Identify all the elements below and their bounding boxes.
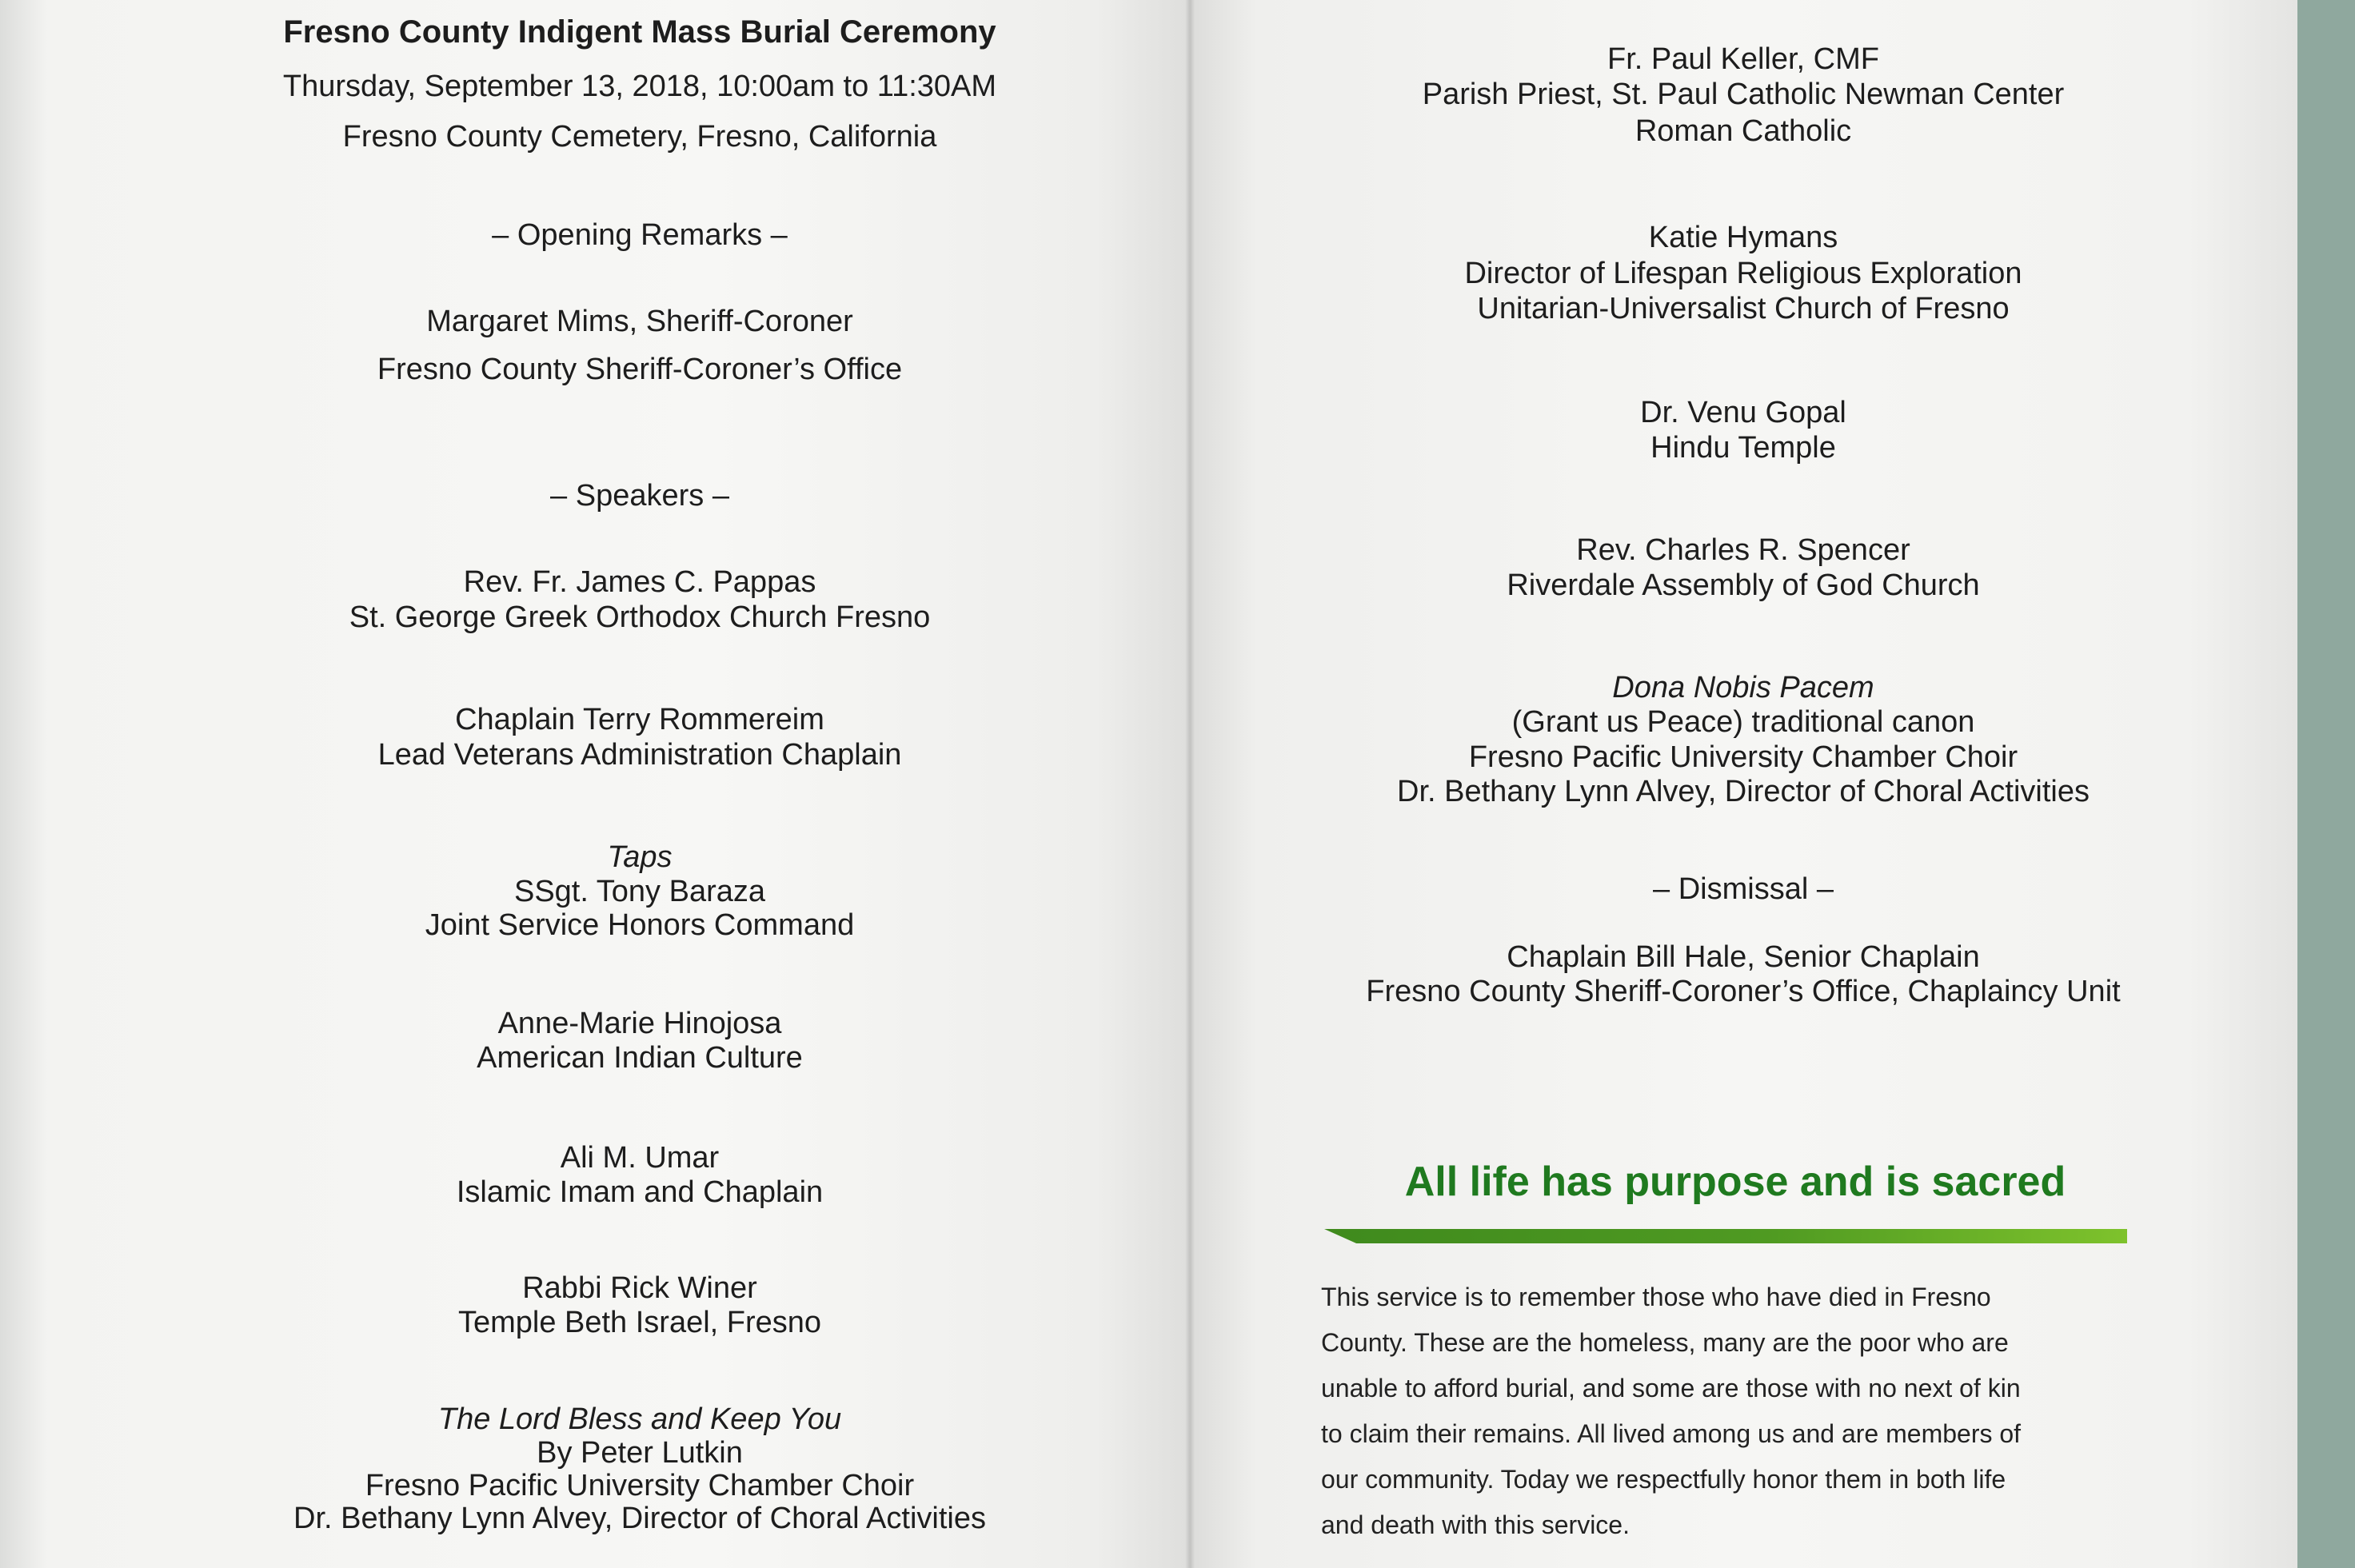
closing-paragraph-line: unable to afford burial, and some are those with no next of kin [1321, 1374, 2021, 1402]
speakers-heading: – Speakers – [550, 479, 729, 513]
speaker-affiliation: Joint Service Honors Command [425, 908, 855, 942]
speaker-affiliation: Islamic Imam and Chaplain [456, 1175, 824, 1209]
speaker-affiliation: Lead Veterans Administration Chaplain [377, 738, 902, 772]
canon-ensemble: Fresno Pacific University Chamber Choir [1468, 740, 2018, 774]
speaker-role: Director of Lifespan Religious Exploration [1464, 257, 2022, 290]
ceremony-location: Fresno County Cemetery, Fresno, California [342, 120, 937, 154]
dismissal-heading: – Dismissal – [1653, 872, 1834, 906]
ceremony-title: Fresno County Indigent Mass Burial Ceremony [283, 14, 996, 50]
closing-paragraph [1321, 1275, 2137, 1548]
speaker-affiliation: American Indian Culture [477, 1041, 803, 1075]
closing-heading-underline [1324, 1229, 2127, 1243]
speaker-affiliation: Temple Beth Israel, Fresno [457, 1306, 822, 1339]
closing-paragraph-line: This service is to remember those who have died in Fresno [1321, 1283, 1991, 1311]
speaker-tradition: Riverdale Assembly of God Church [1507, 569, 1980, 602]
dismissal-speaker-name: Chaplain Bill Hale, Senior Chaplain [1507, 940, 1980, 974]
speaker-tradition: Hindu Temple [1650, 431, 1836, 465]
speaker-role: Parish Priest, St. Paul Catholic Newman Center [1422, 78, 2065, 111]
closing-paragraph-line: our community. Today we respectfully honor them in both life [1321, 1465, 2006, 1494]
speaker-name: SSgt. Tony Baraza [513, 875, 766, 908]
opening-speaker-name: Margaret Mims, Sheriff-Coroner [426, 305, 853, 338]
speaker-tradition: Unitarian-Universalist Church of Fresno [1477, 292, 2010, 325]
speaker-tradition: Roman Catholic [1635, 114, 1852, 148]
opening-speaker-affiliation: Fresno County Sheriff-Coroner’s Office [377, 353, 903, 386]
canon-piece-title: Dona Nobis Pacem [1612, 671, 1874, 704]
closing-paragraph-line: and death with this service. [1321, 1510, 1630, 1539]
canon-director: Dr. Bethany Lynn Alvey, Director of Choral Activities [1397, 775, 2090, 808]
speaker-name: Chaplain Terry Rommereim [455, 703, 824, 736]
speaker-name: Dr. Venu Gopal [1640, 396, 1846, 429]
closing-paragraph-line: County. These are the homeless, many are the poor who are [1321, 1328, 2009, 1357]
speaker-name: Rev. Charles R. Spencer [1576, 533, 1910, 567]
page-fold [1185, 0, 1195, 1568]
ceremony-date-time: Thursday, September 13, 2018, 10:00am to 11:30AM [282, 70, 997, 103]
speaker-name: Rev. Fr. James C. Pappas [463, 565, 816, 599]
choir-piece-composer: By Peter Lutkin [537, 1436, 743, 1470]
choir-ensemble: Fresno Pacific University Chamber Choir [365, 1469, 915, 1502]
dismissal-speaker-affiliation: Fresno County Sheriff-Coroner’s Office, Chaplaincy Unit [1366, 975, 2121, 1008]
speaker-affiliation: St. George Greek Orthodox Church Fresno [349, 600, 931, 634]
speaker-name: Fr. Paul Keller, CMF [1607, 42, 1879, 76]
taps-piece-title: Taps [607, 840, 673, 874]
speaker-name: Katie Hymans [1648, 221, 1838, 254]
canon-piece-subtitle: (Grant us Peace) traditional canon [1511, 705, 1975, 739]
choir-piece-title: The Lord Bless and Keep You [437, 1402, 842, 1436]
speaker-name: Anne-Marie Hinojosa [497, 1007, 782, 1040]
opening-remarks-heading: – Opening Remarks – [492, 218, 788, 252]
choir-director: Dr. Bethany Lynn Alvey, Director of Choral Activities [293, 1502, 986, 1535]
speaker-name: Ali M. Umar [560, 1141, 720, 1175]
closing-paragraph-line: to claim their remains. All lived among us and are members of [1321, 1419, 2022, 1448]
speaker-name: Rabbi Rick Winer [522, 1271, 757, 1305]
closing-heading: All life has purpose and is sacred [1404, 1159, 2066, 1205]
